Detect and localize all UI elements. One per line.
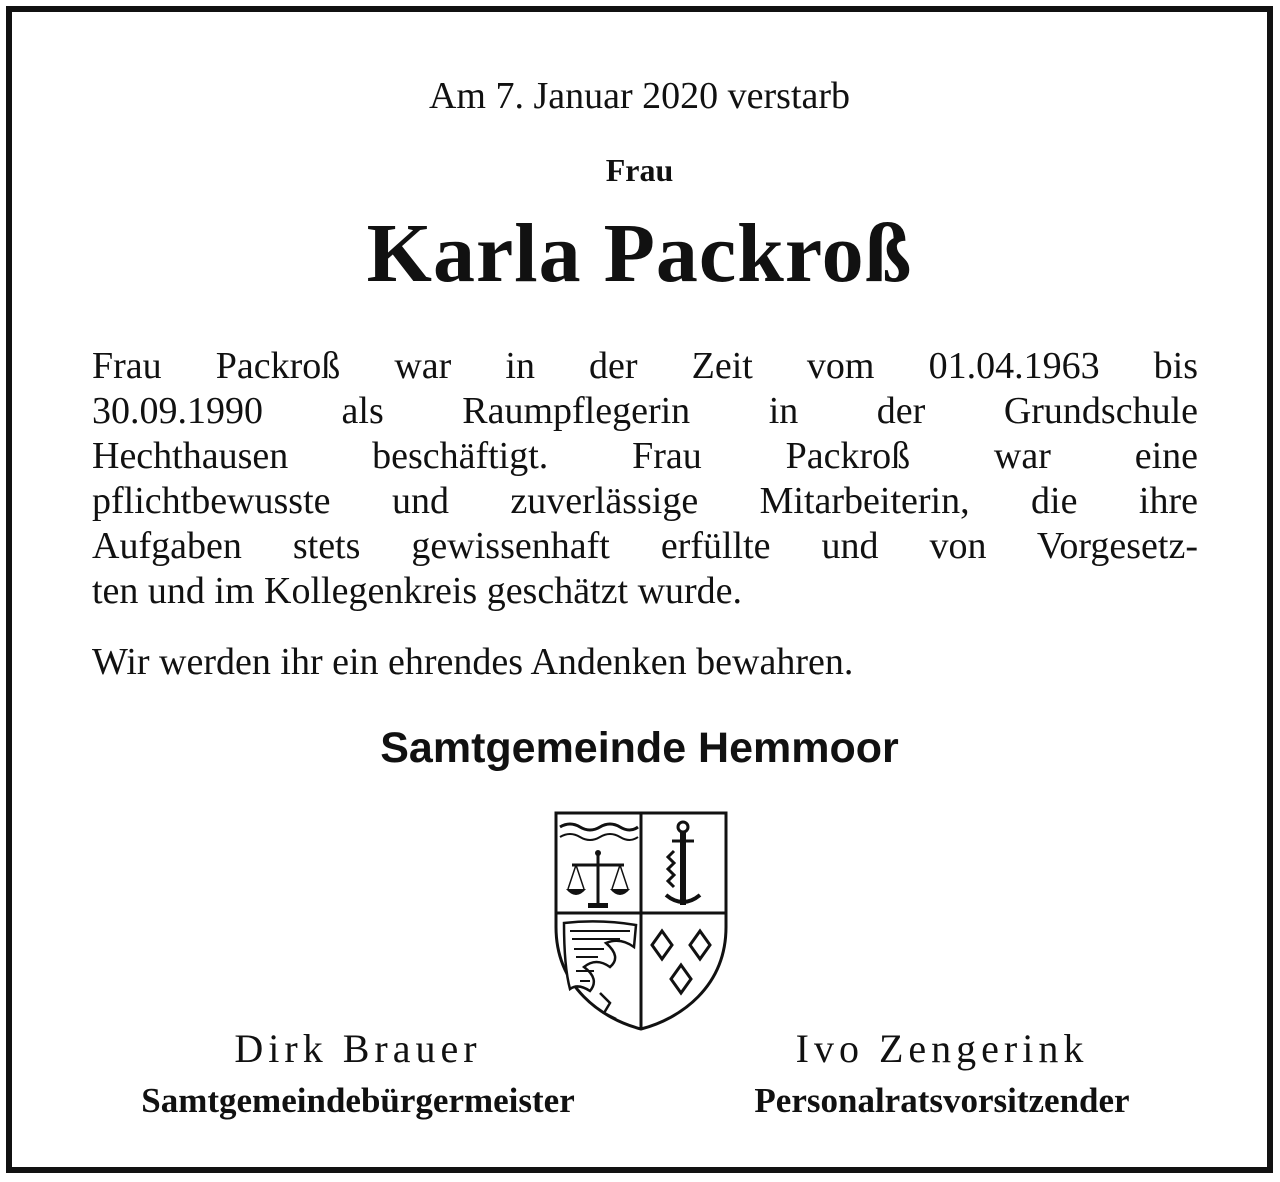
signatory-name: Dirk Brauer (234, 1026, 482, 1071)
body-line: ten und im Kollegenkreis geschätzt wurde. (92, 570, 743, 612)
death-date-intro: Am 7. Januar 2020 verstarb (428, 75, 851, 117)
body-line: Frau Packroß war in der Zeit vom 01.04.1963 bis (92, 345, 1198, 387)
body-line: Hechthausen beschäftigt. Frau Packroß war eine (92, 435, 1198, 477)
body-paragraph (92, 344, 1198, 614)
obituary-notice-frame (6, 6, 1273, 1173)
coat-of-arms-icon (550, 807, 732, 1033)
signatory-right (692, 1024, 1192, 1124)
closing-sentence: Wir werden ihr ein ehrendes Andenken bewahren. (92, 641, 854, 683)
body-line: 30.09.1990 als Raumpflegerin in der Grundschule (92, 390, 1198, 432)
signatory-left (78, 1024, 638, 1124)
salutation: Frau (605, 152, 674, 188)
organization-name: Samtgemeinde Hemmoor (380, 724, 899, 772)
deceased-name: Karla Packroß (366, 207, 913, 300)
signatory-title: Personalratsvorsitzender (754, 1081, 1130, 1120)
body-line: Aufgaben stets gewissenhaft erfüllte und von Vorgesetz- (92, 525, 1198, 567)
signatory-title: Samtgemeindebürgermeister (141, 1081, 575, 1120)
signatory-name: Ivo Zengerink (795, 1026, 1089, 1071)
body-line: pflichtbewusste und zuverlässige Mitarbeiterin, die ihre (92, 480, 1198, 522)
